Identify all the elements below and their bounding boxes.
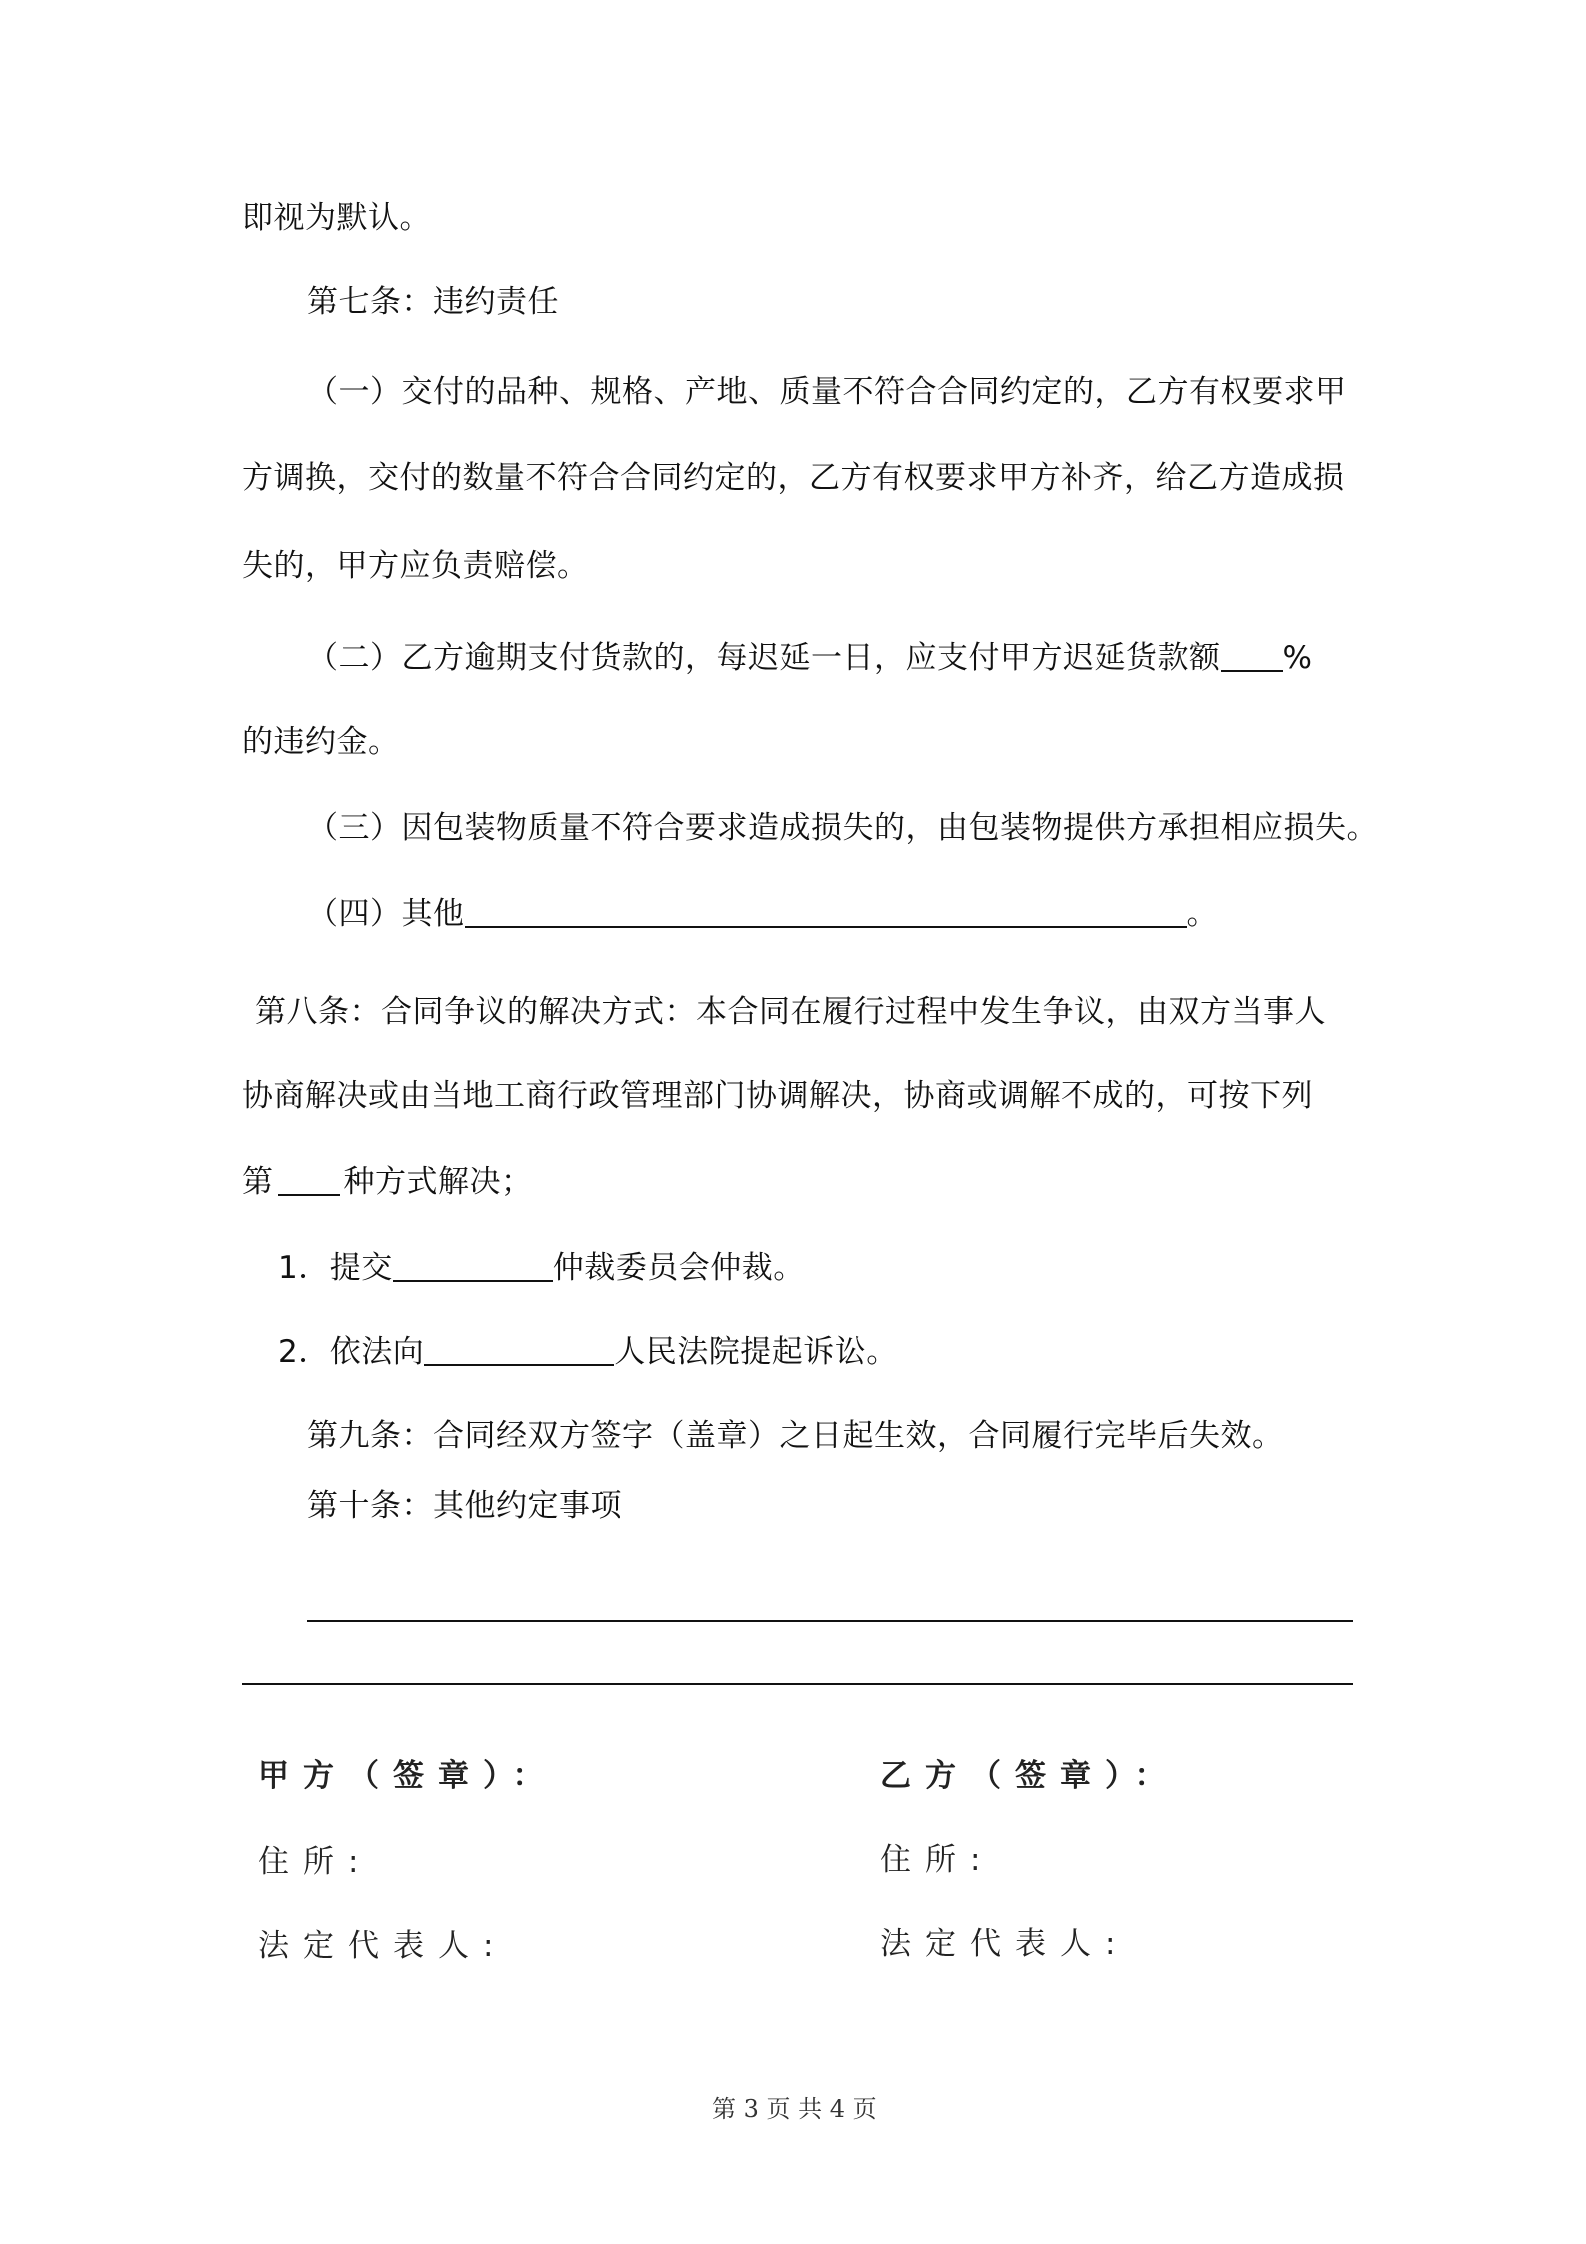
party-b-signature-label: 乙方（签章）： (880, 1758, 1180, 1794)
party-a-representative-label: 法定代表人: (258, 1928, 508, 1964)
article-7-clause-1-cont: 方调换，交付的数量不符合合同约定的，乙方有权要求甲方补齐，给乙方造成损 (242, 460, 1345, 496)
clause-end: 。 (1186, 896, 1218, 932)
text-line: 即视为默认。 (242, 200, 431, 236)
article-7-clause-1-cont: 失的，甲方应负责赔偿。 (242, 548, 589, 584)
clause-text: 种方式解决； (343, 1164, 533, 1200)
article-8: 第八条：合同争议的解决方式：本合同在履行过程中发生争议，由双方当事人 (255, 994, 1326, 1030)
party-b-representative-label: 法定代表人: (880, 1926, 1130, 1962)
percent-sign: % (1282, 640, 1313, 676)
fill-in-rule (307, 1620, 1353, 1622)
article-7-clause-3: （三）因包装物质量不符合要求造成损失的，由包装物提供方承担相应损失。 (307, 810, 1378, 846)
article-10: 第十条：其他约定事项 (307, 1488, 622, 1524)
article-7-clause-2-cont: 的违约金。 (242, 724, 400, 760)
option-text: 人民法院提起诉讼。 (614, 1334, 898, 1370)
fill-in-blank (393, 1250, 553, 1282)
party-a-signature-label: 甲方（签章）： (258, 1758, 558, 1794)
fill-in-rule (242, 1683, 1353, 1685)
fill-in-blank (1221, 640, 1283, 672)
article-7-clause-4 (307, 894, 1218, 934)
clause-text: （四）其他 (307, 896, 465, 932)
article-8-cont (242, 1162, 533, 1202)
article-7-clause-2 (307, 638, 1312, 678)
article-7-title: 第七条：违约责任 (307, 284, 559, 320)
article-9: 第九条：合同经双方签字（盖章）之日起生效，合同履行完毕后失效。 (307, 1418, 1284, 1454)
party-a-address-label: 住所: (258, 1844, 373, 1880)
fill-in-blank (278, 1164, 340, 1196)
page-number: 第 3 页 共 4 页 (712, 2095, 877, 2123)
party-b-address-label: 住所: (880, 1842, 995, 1878)
clause-text: 第 (242, 1164, 274, 1200)
option-1 (278, 1248, 805, 1288)
option-text: 仲裁委员会仲裁。 (552, 1250, 805, 1286)
clause-text: （二）乙方逾期支付货款的，每迟延一日，应支付甲方迟延货款额 (307, 640, 1221, 676)
fill-in-blank (424, 1334, 614, 1366)
article-7-clause-1: （一）交付的品种、规格、产地、质量不符合合同约定的，乙方有权要求甲 (307, 374, 1347, 410)
article-8-cont: 协商解决或由当地工商行政管理部门协调解决，协商或调解不成的，可按下列 (242, 1078, 1313, 1114)
option-2 (278, 1332, 898, 1372)
fill-in-blank (465, 896, 1187, 928)
option-text: 2．依法向 (278, 1334, 425, 1370)
option-text: 1．提交 (278, 1250, 393, 1286)
